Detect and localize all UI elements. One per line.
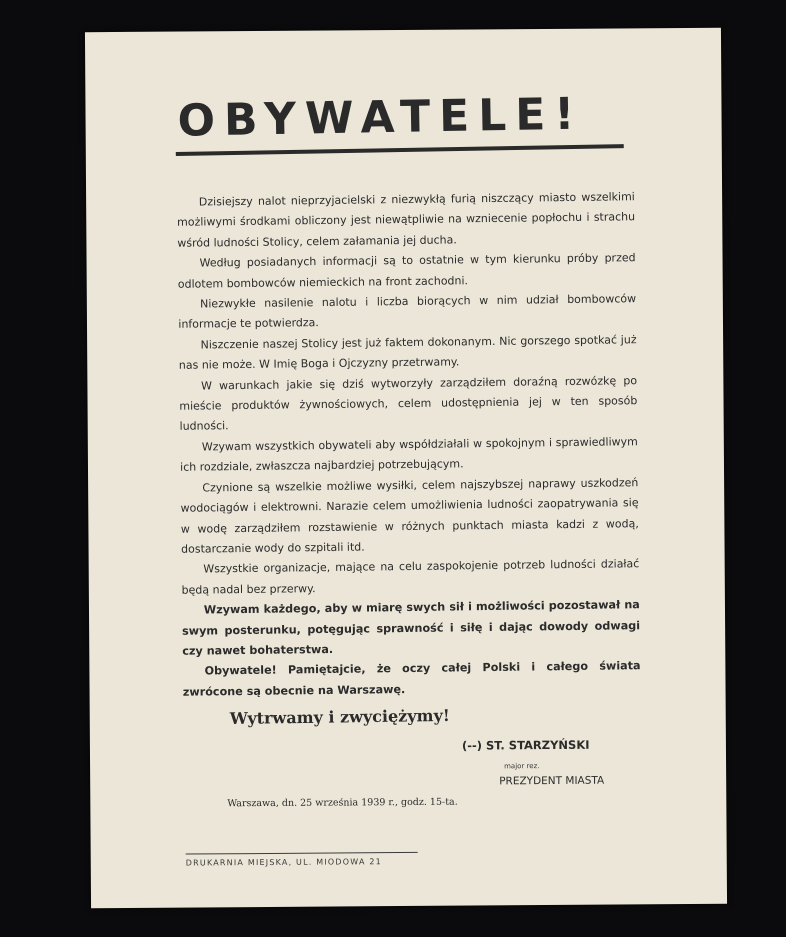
signature-rank: major rez.	[504, 762, 540, 771]
bold-paragraph: Obywatele! Pamiętajcie, że oczy całej Polski i całego świata zwrócone są obecnie na Warszawę.	[182, 659, 641, 699]
body-paragraph: Wszystkie organizacje, mające na celu zaspokojenie potrzeb ludności działać będą nadal bez przerwy.	[181, 557, 640, 597]
body-paragraph: Według posiadanych informacji są to ostatnie w tym kierunku próby przed odlotem bombowców niemieckich na front zachodni.	[177, 251, 636, 291]
signature-title: PREZYDENT MIASTA	[499, 774, 605, 788]
body-paragraph: Niszczenie naszej Stolicy jest już faktem dokonanym. Nic gorszego spotkać już nas nie może. W Imię Boga i Ojczyzny przetrwamy.	[178, 333, 637, 373]
body-paragraph: Niezwykłe nasilenie nalotu i liczba biorących w nim udział bombowców informacje te potwierdza.	[178, 292, 637, 332]
body-paragraph: W warunkach jakie się dziś wytworzyły zarządziłem doraźną rozwózkę po mieście produktów żywnościowych, celem udostępnienia jej w ten sposób ludności.	[179, 373, 638, 434]
poster-headline: OBYWATELE!	[177, 88, 584, 147]
date-line: Warszawa, dn. 25 września 1939 r., godz. 15-ta.	[227, 796, 458, 810]
slogan: Wytrwamy i zwyciężymy!	[229, 705, 450, 729]
poster-sheet	[85, 28, 727, 908]
body-paragraph: Wzywam wszystkich obywateli aby współdziałali w spokojnym i sprawiedliwym ich rozdziale, zwłaszcza najbardziej potrzebującym.	[180, 435, 638, 475]
body-paragraph: Dzisiejszy nalot nieprzyjacielski z niezwykłą furią niszczący miasto wszelkimi możliwymi środkami obliczony jest niewątpliwie na wzniecenie popłochu i strachu wśród ludności Stolicy, celem załamania jej ducha.	[177, 190, 636, 250]
signature-name: (--) ST. STARZYŃSKI	[461, 737, 590, 753]
body-paragraph: Czynione są wszelkie możliwe wysiłki, celem najszybszej naprawy uszkodzeń wodociągów i elektrowni. Narazie celem umożliwienia ludności zaopatrywania się w wodę zarządziłem rozstawienie w różnych punktach miasta kadzi z wodą, dostarczanie wody do szpitali itd.	[180, 475, 639, 556]
printer-divider	[186, 852, 418, 855]
printer-imprint: DRUKARNIA MIEJSKA, UL. MIODOWA 21	[185, 857, 382, 868]
bold-paragraph: Wzywam każdego, aby w miarę swych sił i możliwości pozostawał na swym posterunku, potęgując sprawność i siłę i dając dowody odwagi czy nawet bohaterstwa.	[182, 598, 641, 658]
poster-body	[177, 187, 641, 703]
headline-underline	[176, 144, 624, 156]
